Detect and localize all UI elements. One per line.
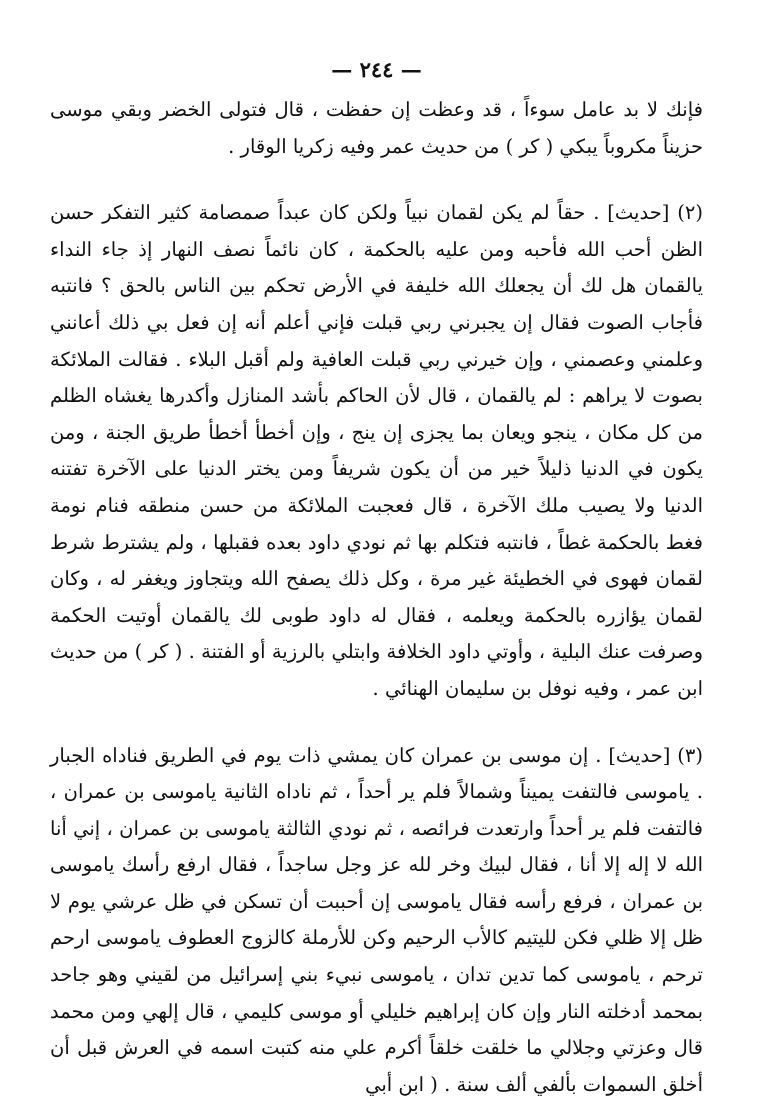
- page-number: — ٢٤٤ —: [50, 56, 703, 84]
- paragraph-3: (٣) [حديث] . إن موسى بن عمران كان يمشي ذات يوم في الطريق فناداه الجبار . ياموسى فالتفت يميناً وشمالاً فلم ير أحداً ، ثم ناداه الثانية ياموسى بن عمران ، فالتفت فلم ير أحداً وارتعدت فرائصه ، ثم نودي الثالثة ياموسى بن عمران ، إني أنا الله لا إله إلا أنا ، فقال لبيك وخر لله عز وجل ساجداً ، فقال ارفع رأسك ياموسى بن عمران ، فرفع رأسه فقال ياموسى إن أحببت أن تسكن في ظل عرشي يوم لا ظل إلا ظلي فكن لليتيم كالأب الرحيم وكن للأرملة كالزوج العطوف ياموسى ارحم ترحم ، ياموسى كما تدين تدان ، ياموسى نبيء بني إسرائيل من لقيني وهو جاحد بمحمد أدخلته النار وإن كان إبراهيم خليلي أو موسى كليمي ، قال إلهي ومن محمد قال وعزتي وجلالي ما خلقت خلقاً أكرم علي منه كتبت اسمه في العرش قبل أن أخلق السموات بألفي ألف سنة . ( ابن أبي: [50, 738, 703, 1103]
- paragraph-2: (٢) [حديث] . حقاً لم يكن لقمان نبياً ولكن كان عبداً صمصامة كثير التفكر حسن الظن أحب الله فأحبه ومن عليه بالحكمة ، كان نائماً نصف النهار إذ جاء النداء يالقمان هل لك أن يجعلك الله خليفة في الأرض تحكم بين الناس بالحق ؟ فانتبه فأجاب الصوت فقال إن يجبرني ربي قبلت فإني أعلم أنه إن فعل بي ذلك أعانني وعلمني وعصمني ، وإن خيرني ربي قبلت العافية ولم أقبل البلاء . فقالت الملائكة بصوت لا يراهم : لم يالقمان ، قال لأن الحاكم بأشد المنازل وأكدرها يغشاه الظلم من كل مكان ، ينجو ويعان بما يجزى إن ينج ، وإن أخطأ أخطأ طريق الجنة ، ومن يكون في الدنيا ذليلاً خير من أن يكون شريفاً ومن يختر الدنيا على الآخرة تفتنه الدنيا ولا يصيب ملك الآخرة ، قال فعجبت الملائكة من حسن منطقه فنام نومة فغط بالحكمة غطاً ، فانتبه فتكلم بها ثم نودي داود بعده فقبلها ، ولم يشترط شرط لقمان فهوى في الخطيئة غير مرة ، وكل ذلك يصفح الله ويتجاوز ويغفر له ، وكان لقمان يؤازره بالحكمة ويعلمه ، فقال له داود طوبى لك يالقمان أوتيت الحكمة وصرفت عنك البلية ، وأوتي داود الخلافة وابتلي بالرزية أو الفتنة . ( كر ) من حديث ابن عمر ، وفيه نوفل بن سليمان الهنائي .: [50, 195, 703, 707]
- paragraph-1: فإنك لا بد عامل سوءاً ، قد وعظت إن حفظت ، قال فتولى الخضر وبقي موسى حزيناً مكروباً يبكي ( كر ) من حديث عمر وفيه زكريا الوقار .: [50, 92, 703, 165]
